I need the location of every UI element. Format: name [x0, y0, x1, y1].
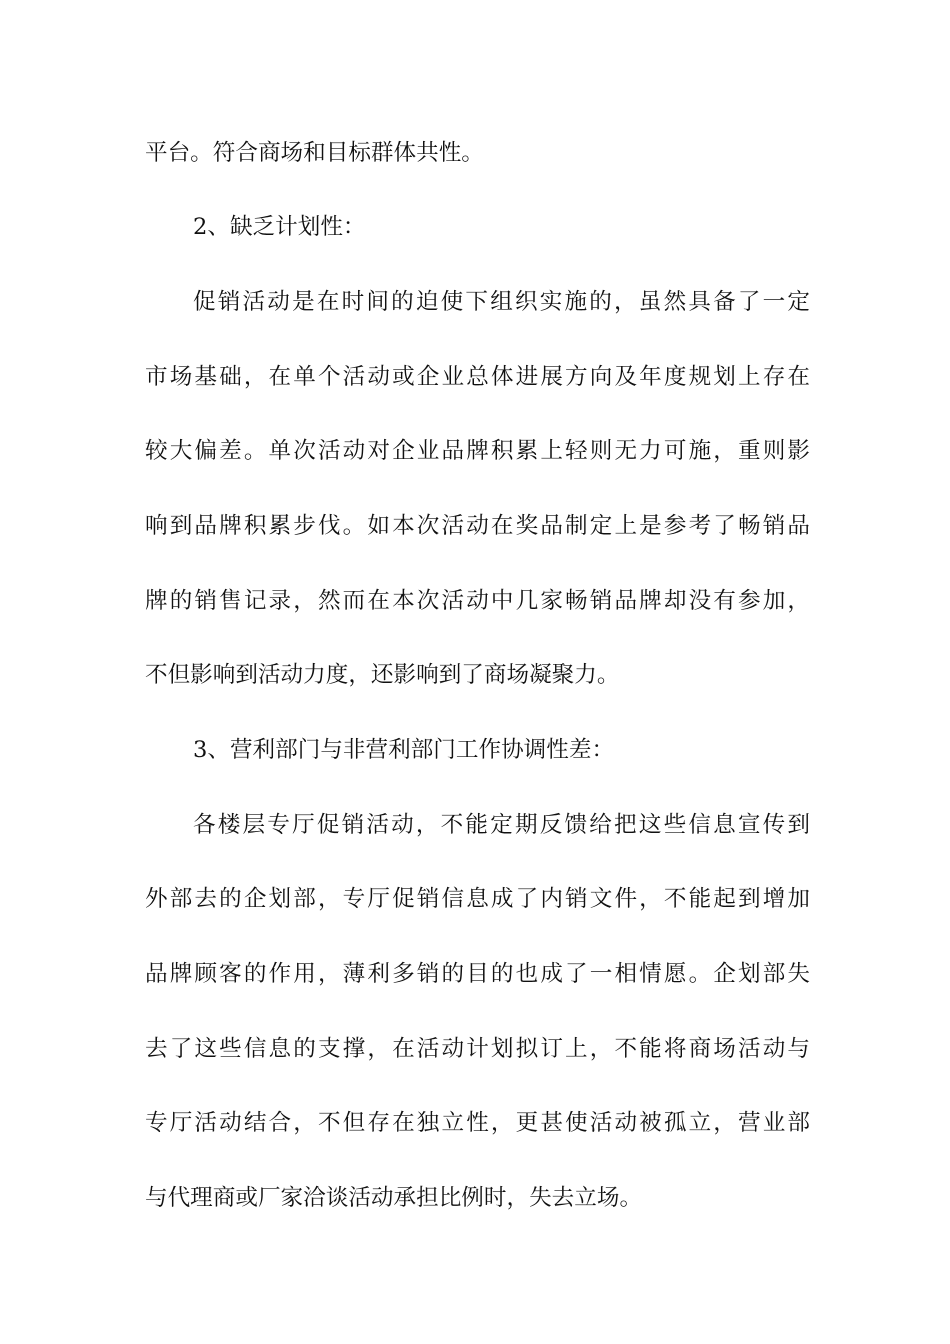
paragraph-line: 牌的销售记录，然而在本次活动中几家畅销品牌却没有参加，: [145, 588, 810, 614]
paragraph-line: 不但影响到活动力度，还影响到了商场凝聚力。: [145, 662, 620, 688]
paragraph-line: 市场基础，在单个活动或企业总体进展方向及年度规划上存在: [145, 364, 810, 390]
paragraph-line: 促销活动是在时间的迫使下组织实施的，虽然具备了一定: [193, 289, 810, 315]
paragraph-line: 各楼层专厅促销活动，不能定期反馈给把这些信息宣传到: [193, 812, 810, 838]
section-heading: 2、缺乏计划性：: [193, 214, 366, 240]
paragraph-line: 专厅活动结合，不但存在独立性，更甚使活动被孤立，营业部: [145, 1110, 810, 1136]
paragraph-line: 外部去的企划部，专厅促销信息成了内销文件，不能起到增加: [145, 886, 810, 912]
section-heading: 3、营利部门与非营利部门工作协调性差：: [193, 737, 615, 763]
paragraph-line: 与代理商或厂家洽谈活动承担比例时，失去立场。: [145, 1185, 643, 1211]
paragraph-line: 响到品牌积累步伐。如本次活动在奖品制定上是参考了畅销品: [145, 513, 810, 539]
paragraph-line: 品牌顾客的作用，薄利多销的目的也成了一相情愿。企划部失: [145, 961, 810, 987]
paragraph-line: 平台。符合商场和目标群体共性。: [145, 140, 484, 166]
paragraph-line: 较大偏差。单次活动对企业品牌积累上轻则无力可施，重则影: [145, 438, 810, 464]
paragraph-line: 去了这些信息的支撑，在活动计划拟订上，不能将商场活动与: [145, 1036, 810, 1062]
